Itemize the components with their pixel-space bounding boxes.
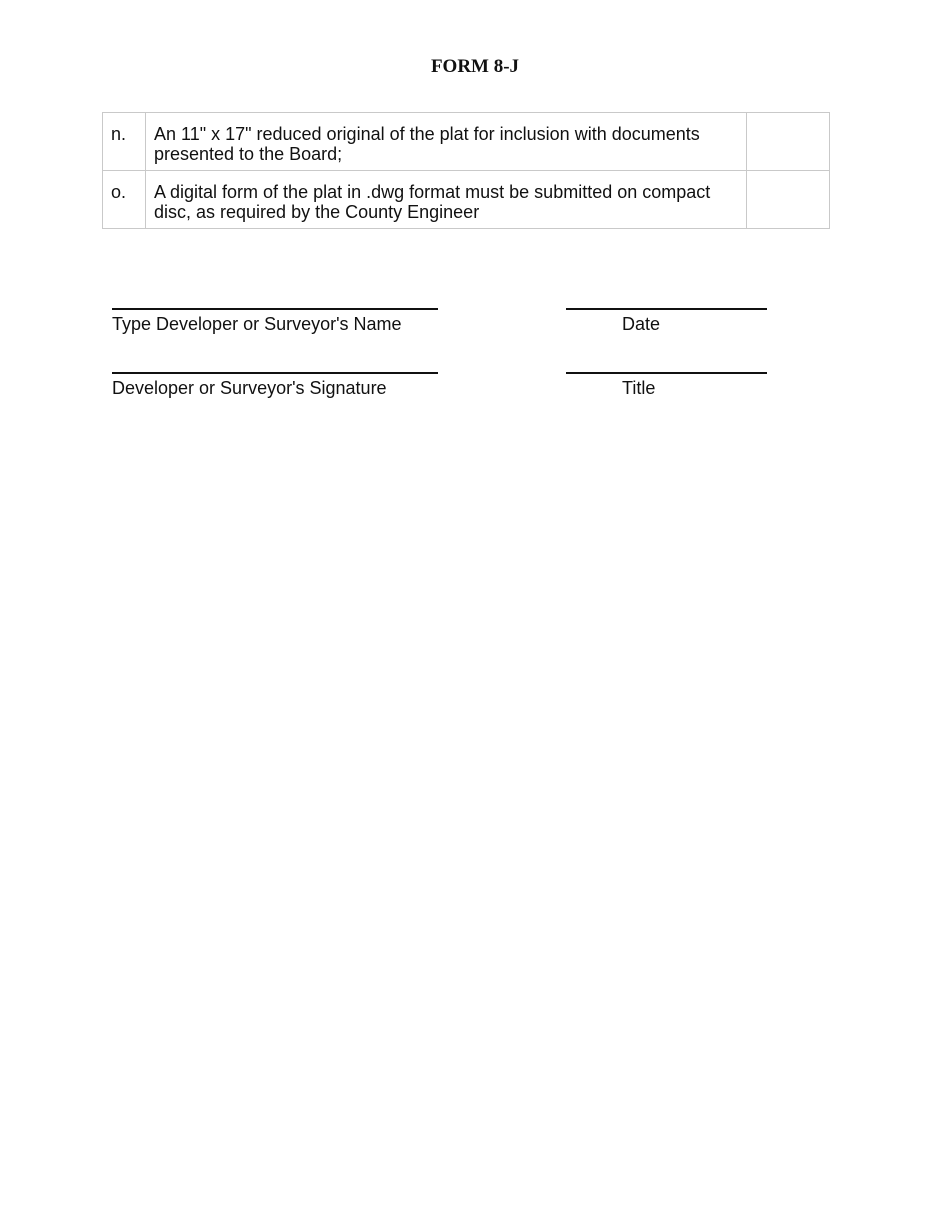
- table-row: [103, 171, 830, 229]
- item-text: A digital form of the plat in .dwg format must be submitted on compact disc, as required by the County Engineer: [146, 171, 747, 229]
- title-label: Title: [622, 378, 656, 398]
- item-check-cell[interactable]: [747, 171, 830, 229]
- item-letter: n.: [103, 113, 146, 171]
- signature-label: Developer or Surveyor's Signature: [112, 378, 387, 398]
- date-line[interactable]: [566, 308, 767, 310]
- table-row: [103, 113, 830, 171]
- date-label: Date: [622, 314, 661, 334]
- title-line[interactable]: [566, 372, 767, 374]
- name-line[interactable]: [112, 308, 438, 310]
- item-text: An 11" x 17" reduced original of the plat for inclusion with documents presented to the Board;: [146, 113, 747, 171]
- item-check-cell[interactable]: [747, 113, 830, 171]
- form-title: FORM 8-J: [430, 56, 520, 77]
- item-letter: o.: [103, 171, 146, 229]
- signature-line[interactable]: [112, 372, 438, 374]
- name-label: Type Developer or Surveyor's Name: [112, 314, 402, 334]
- checklist-table: [102, 112, 830, 229]
